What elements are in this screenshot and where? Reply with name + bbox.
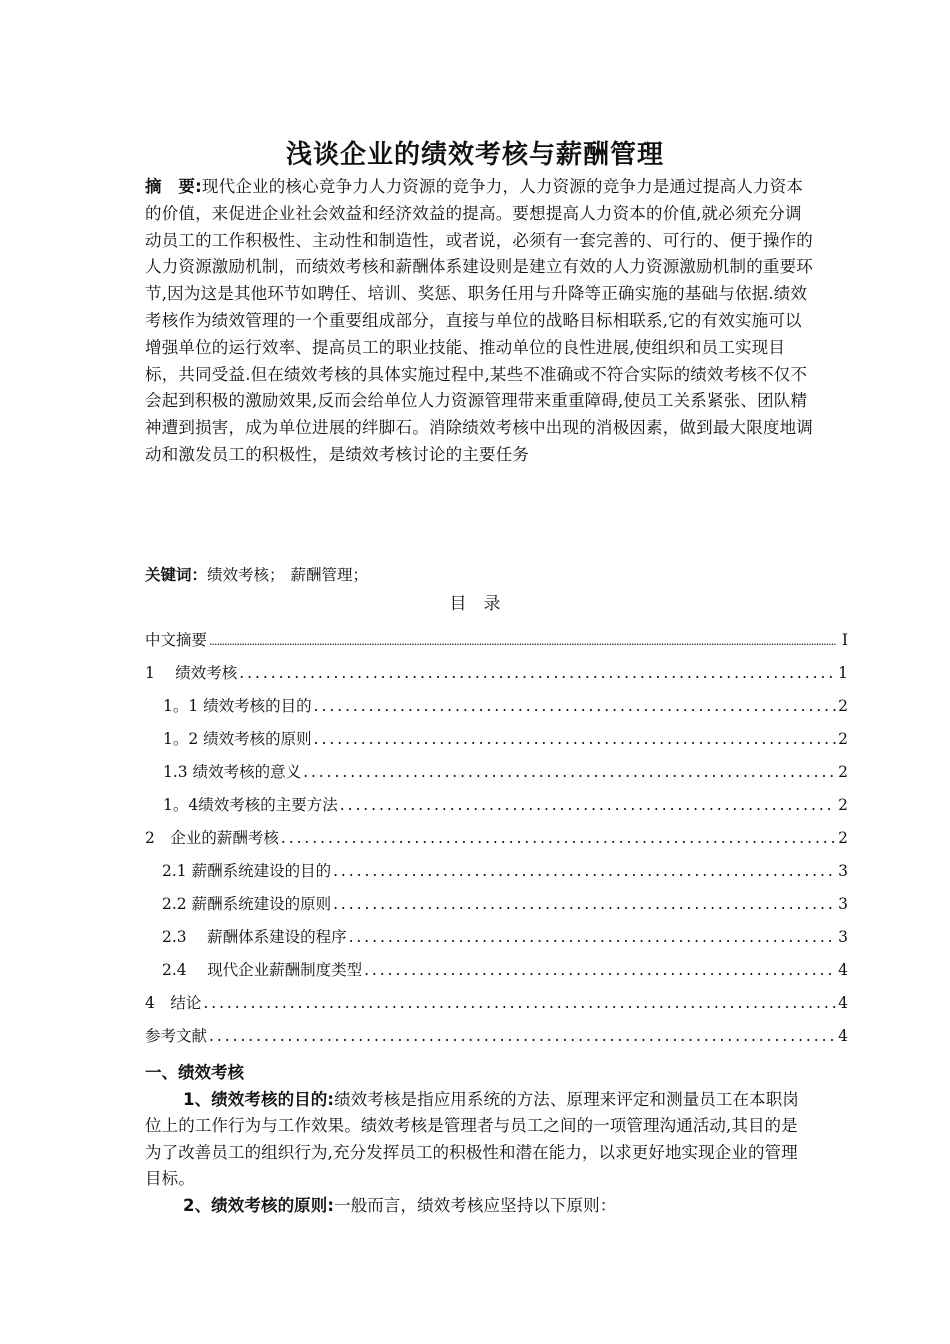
toc-entry[interactable] [145, 892, 848, 925]
toc-title: 目 录 [449, 594, 501, 614]
toc-leader [314, 730, 836, 748]
toc-leader [281, 829, 836, 847]
section-heading: 一、绩效考核 [145, 1063, 244, 1082]
toc-entry-label: 2.2 薪酬系统建设的原则 [162, 895, 332, 913]
toc-leader [333, 895, 836, 913]
toc-entry[interactable] [145, 727, 848, 760]
toc-entry-page: 3 [838, 928, 848, 946]
toc-entry[interactable] [145, 859, 848, 892]
toc-entry-label: 参考文献 [145, 1027, 208, 1045]
toc-entry-label: 2.1 薪酬系统建设的目的 [162, 862, 332, 880]
toc-leader [203, 994, 836, 1012]
toc-leader [314, 697, 836, 715]
document-title: 浅谈企业的绩效考核与薪酬管理 [285, 140, 664, 170]
toc-leader [209, 1027, 836, 1045]
toc-entry-page: 1 [838, 664, 848, 682]
toc-leader [303, 763, 836, 781]
toc-leader [333, 862, 836, 880]
toc-leader [364, 961, 836, 979]
toc-entry-label: 1.3 绩效考核的意义 [163, 763, 302, 781]
toc-entry-page: 3 [838, 895, 848, 913]
toc-entry[interactable] [145, 826, 848, 859]
toc-entry-page: 3 [838, 862, 848, 880]
paragraph-label: 1、绩效考核的目的: [183, 1089, 335, 1109]
toc-leader [349, 928, 836, 946]
toc-entry-page: 4 [838, 1027, 848, 1045]
toc-entry[interactable] [145, 661, 848, 694]
toc-entry[interactable] [145, 793, 848, 826]
abstract [145, 174, 817, 469]
toc-entry-label: 1。1 绩效考核的目的 [163, 697, 312, 715]
toc-entry[interactable] [145, 925, 848, 958]
toc-entry-label: 2.4 现代企业薪酬制度类型 [162, 961, 363, 979]
toc-entry-page: 2 [838, 829, 848, 847]
toc-entry-page: 2 [838, 763, 848, 781]
abstract-label: 摘 要: [145, 177, 202, 196]
paragraph-text: 一般而言，绩效考核应坚持以下原则： [334, 1195, 617, 1215]
toc-entry-label: 1。2 绩效考核的原则 [163, 730, 312, 748]
paragraph [145, 1087, 805, 1193]
keywords-label: 关键词： [145, 566, 208, 584]
toc-entry-label: 2.3 薪酬体系建设的程序 [162, 928, 347, 946]
keywords [145, 563, 368, 585]
toc-entry-label: 4 结论 [145, 994, 202, 1012]
toc-leader [239, 664, 836, 682]
keyword-item: 薪酬管理； [290, 566, 369, 584]
toc-entry-label: 中文摘要 [145, 631, 208, 649]
toc-entry[interactable] [145, 628, 848, 661]
toc-entry-page: 4 [838, 961, 848, 979]
paragraph [145, 1193, 805, 1220]
toc-entry[interactable] [145, 760, 848, 793]
paragraph-text: 绩效考核是指应用系统的方法、原理来评定和测量员工在本职岗位上的工作行为与工作效果。绩效考核是管理者与员工之间的一项管理沟通活动,其目的是为了改善员工的组织行为,充分发挥员工的积极性和潜在能力，以求更好地实现企业的管理目标。 [145, 1089, 799, 1188]
toc-entry[interactable] [145, 1024, 848, 1057]
toc-entry[interactable] [145, 958, 848, 991]
paragraph-label: 2、绩效考核的原则: [183, 1195, 335, 1215]
toc-leader [340, 796, 836, 814]
toc-entry[interactable] [145, 991, 848, 1024]
toc-entry-label: 1 绩效考核 [145, 664, 238, 682]
toc-entry-page: I [841, 631, 848, 649]
toc-leader [209, 631, 836, 649]
toc-entry-page: 2 [838, 730, 848, 748]
section-performance-appraisal [145, 1060, 805, 1219]
keyword-item: 绩效考核； [207, 566, 285, 584]
abstract-text: 现代企业的核心竞争力人力资源的竞争力，人力资源的竞争力是通过提高人力资本的价值，来促进企业社会效益和经济效益的提高。要想提高人力资本的价值,就必须充分调动员工的工作积极性、主动性和制造性，或者说，必须有一套完善的、可行的、便于操作的人力资源激励机制，而绩效考核和薪酬体系建设则是建立有效的人力资源激励机制的重要环节,因为这是其他环节如聘任、培训、奖惩、职务任用与升降等正确实施的基础与依据.绩效考核作为绩效管理的一个重要组成部分，直接与单位的战略目标相联系,它的有效实施可以增强单位的运行效率、提高员工的职业技能、推动单位的良性进展,使组织和员工实现目标，共同受益.但在绩效考核的具体实施过程中,某些不准确或不符合实际的绩效考核不仅不会起到积极的激励效果,反而会给单位人力资源管理带来重重障碍,使员工关系紧张、团队精神遭到损害，成为单位进展的绊脚石。消除绩效考核中出现的消极因素，做到最大限度地调动和激发员工的积极性，是绩效考核讨论的主要任务 [145, 177, 813, 464]
toc-entry-label: 2 企业的薪酬考核 [145, 829, 279, 847]
toc-entry[interactable] [145, 694, 848, 727]
toc-entry-label: 1。4绩效考核的主要方法 [163, 796, 338, 814]
table-of-contents [145, 628, 848, 1057]
toc-entry-page: 4 [838, 994, 848, 1012]
toc-entry-page: 2 [838, 697, 848, 715]
toc-entry-page: 2 [838, 796, 848, 814]
